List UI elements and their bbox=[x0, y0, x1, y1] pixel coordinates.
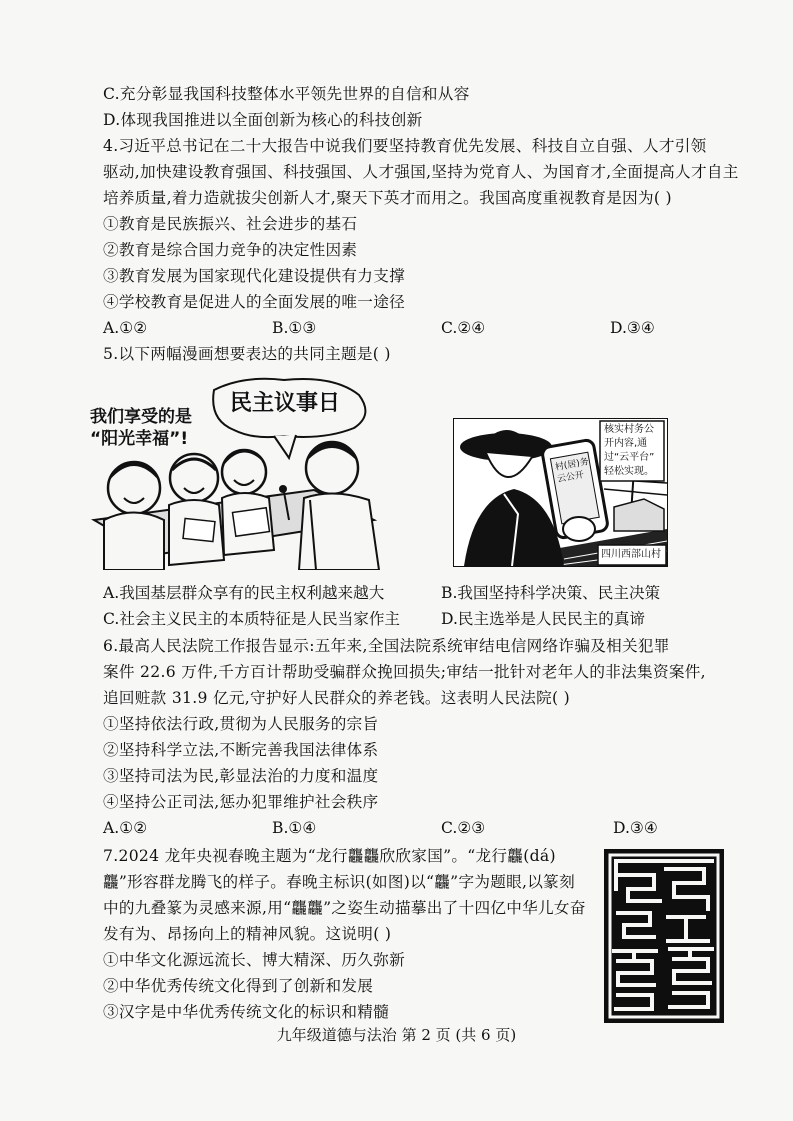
q4-statement-2: ②教育是综合国力竞争的决定性因素 bbox=[103, 241, 358, 259]
page-footer: 九年级道德与法治 第 2 页 (共 6 页) bbox=[276, 1026, 517, 1044]
cartoon-caption: 四川西部山村 bbox=[601, 549, 661, 560]
q7-stem-line-2: 龘”形容群龙腾飞的样子。春晚主标识(如图)以“龘”字为题眼,以篆刻 bbox=[103, 873, 575, 891]
q6-stem-line-3: 追回赃款 31.9 亿元,守护好人民群众的养老钱。这表明人民法院( ) bbox=[103, 689, 571, 707]
q6-statement-3: ③坚持司法为民,彰显法治的力度和温度 bbox=[103, 767, 379, 785]
q5-choice-a: A.我国基层群众享有的民主权利越来越大 bbox=[103, 584, 385, 602]
q3-option-c: C.充分彰显我国科技整体水平领先世界的自信和从容 bbox=[103, 85, 470, 103]
q4-stem-line-2: 驱动,加快建设教育强国、科技强国、人才强国,坚持为党育人、为国育才,全面提高人才自主 bbox=[103, 163, 739, 181]
q7-statement-1: ①中华文化源远流长、博大精深、历久弥新 bbox=[103, 951, 405, 969]
q3-option-d: D.体现我国推进以全面创新为核心的科技创新 bbox=[103, 111, 423, 129]
cloud-platform-cartoon bbox=[453, 418, 668, 567]
spring-gala-seal-emblem bbox=[604, 849, 724, 1023]
q7-stem-line-1: 7.2024 龙年央视春晚主题为“龙行龘龘欣欣家国”。“龙行龘(dá) bbox=[103, 847, 556, 865]
q6-choice-c: C.②③ bbox=[441, 819, 486, 837]
q6-choice-a: A.①② bbox=[103, 819, 148, 837]
democracy-day-cartoon bbox=[84, 370, 384, 570]
cartoon-phone-line-2: 云公开 bbox=[556, 470, 585, 485]
q4-statement-3: ③教育发展为国家现代化建设提供有力支撑 bbox=[103, 267, 405, 285]
q5-choice-b: B.我国坚持科学决策、民主决策 bbox=[441, 584, 661, 602]
q4-statement-1: ①教育是民族振兴、社会进步的基石 bbox=[103, 215, 358, 233]
q6-statement-2: ②坚持科学立法,不断完善我国法律体系 bbox=[103, 741, 379, 759]
q6-statement-4: ④坚持公正司法,惩办犯罪维护社会秩序 bbox=[103, 793, 379, 811]
q5-choice-d: D.民主选举是人民民主的真谛 bbox=[441, 610, 646, 628]
q6-stem-line-1: 6.最高人民法院工作报告显示:五年来,全国法院系统审结电信网络诈骗及相关犯罪 bbox=[103, 637, 670, 655]
q6-choice-b: B.①④ bbox=[272, 819, 317, 837]
cartoon-banner: 民主议事日 bbox=[230, 391, 341, 416]
q7-stem-line-3: 中的九叠篆为灵感来源,用“龘龘”之姿生动描摹出了十四亿中华儿女奋 bbox=[103, 899, 586, 917]
cartoon-note bbox=[604, 423, 654, 479]
cartoon-phone-line-1: 村(居)务 bbox=[554, 457, 590, 473]
q4-choice-a: A.①② bbox=[103, 319, 148, 337]
cartoon-speech-text bbox=[90, 406, 192, 450]
cartoon-note-line-4: 轻松实现。 bbox=[604, 466, 654, 477]
q4-stem-line-3: 培养质量,着力造就拔尖创新人才,聚天下英才而用之。我国高度重视教育是因为( ) bbox=[103, 189, 672, 207]
q4-statement-4: ④学校教育是促进人的全面发展的唯一途径 bbox=[103, 293, 405, 311]
q7-statement-3: ③汉字是中华优秀传统文化的标识和精髓 bbox=[103, 1003, 390, 1021]
cartoon-note-line-3: 过“云平台” bbox=[604, 452, 655, 463]
seal-emblem-graphic bbox=[604, 849, 724, 1023]
q6-choice-d: D.③④ bbox=[613, 819, 658, 837]
q4-stem-line-1: 4.习近平总书记在二十大报告中说我们要坚持教育优先发展、科技自立自强、人才引领 bbox=[103, 137, 707, 155]
cartoon-note-line-1: 核实村务公 bbox=[604, 424, 654, 435]
q4-choice-c: C.②④ bbox=[441, 319, 486, 337]
q7-stem-line-4: 发有为、昂扬向上的精神风貌。这说明( ) bbox=[103, 925, 392, 943]
q6-stem-line-2: 案件 22.6 万件,千方百计帮助受骗群众挽回损失;审结一批针对老年人的非法集资案件, bbox=[103, 663, 706, 681]
q5-stem: 5.以下两幅漫画想要表达的共同主题是( ) bbox=[103, 345, 391, 363]
q5-choice-c: C.社会主义民主的本质特征是人民当家作主 bbox=[103, 610, 401, 628]
q7-statement-2: ②中华优秀传统文化得到了创新和发展 bbox=[103, 977, 374, 995]
cartoon-speech-line-2: “阳光幸福”! bbox=[90, 429, 189, 449]
cartoon-note-line-2: 开内容,通 bbox=[604, 438, 648, 449]
q6-statement-1: ①坚持依法行政,贯彻为人民服务的宗旨 bbox=[103, 715, 379, 733]
q4-choice-d: D.③④ bbox=[610, 319, 655, 337]
q4-choice-b: B.①③ bbox=[272, 319, 317, 337]
cartoon-speech-line-1: 我们享受的是 bbox=[90, 407, 192, 427]
